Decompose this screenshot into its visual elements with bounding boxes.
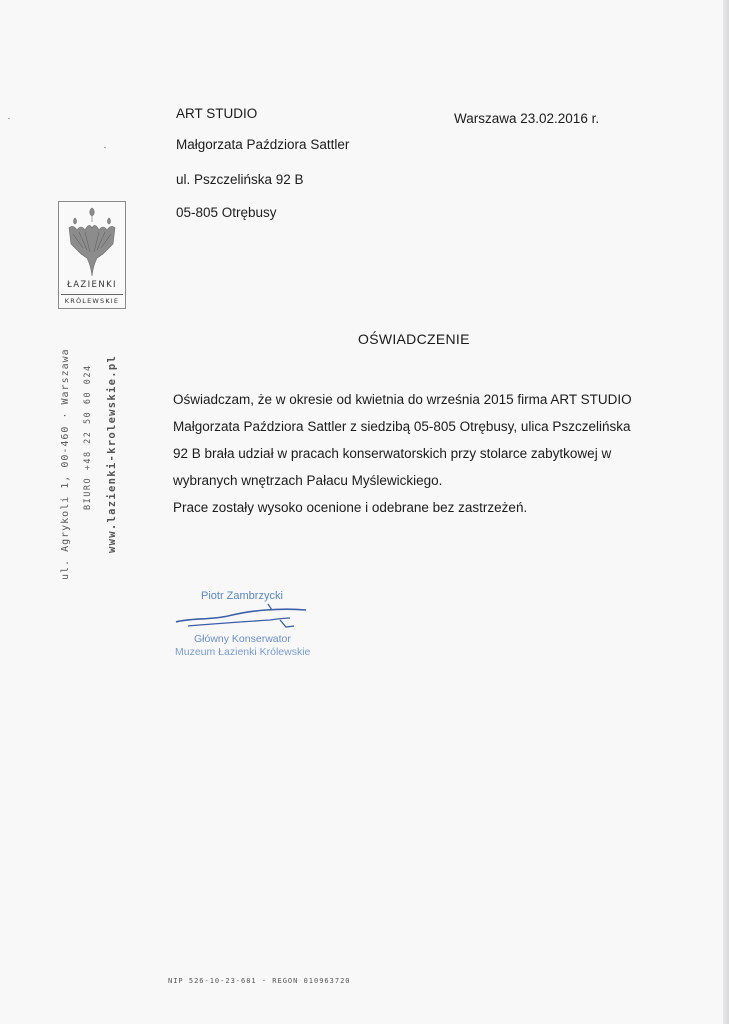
sidebar-address: ul. Agrykoli 1, 00-460 · Warszawa bbox=[60, 348, 71, 580]
scan-speck bbox=[8, 118, 10, 119]
logo-subname: KRÓLEWSKIE bbox=[64, 297, 120, 305]
sidebar-website: www.lazienki-krolewskie.pl bbox=[106, 354, 118, 553]
lazienki-logo bbox=[58, 201, 126, 309]
sidebar-phone: BIURO +48 22 50 60 024 bbox=[83, 364, 93, 510]
signature-institution: Muzeum Łazienki Królewskie bbox=[175, 646, 311, 658]
body-line: 92 B brała udział w pracach konserwatorskich przy stolarce zabytkowej w bbox=[173, 446, 612, 461]
body-line: Oświadczam, że w okresie od kwietnia do września 2015 firma ART STUDIO bbox=[173, 392, 632, 407]
handwritten-signature bbox=[170, 596, 310, 636]
body-line: Małgorzata Paździora Sattler z siedzibą 05-805 Otrębusy, ulica Pszczelińska bbox=[173, 419, 631, 434]
scan-speck bbox=[104, 147, 106, 148]
document-heading: OŚWIADCZENIE bbox=[358, 331, 470, 347]
sender-owner: Małgorzata Paździora Sattler bbox=[176, 137, 350, 152]
sender-company: ART STUDIO bbox=[176, 106, 258, 121]
body-line: wybranych wnętrzach Pałacu Myślewickiego. bbox=[173, 473, 443, 488]
body-line: Prace zostały wysoko ocenione i odebrane bez zastrzeżeń. bbox=[173, 500, 528, 515]
logo-name: ŁAZIENKI bbox=[67, 280, 117, 290]
crown-icon bbox=[63, 204, 121, 278]
footer-registration: NIP 526-10-23-681 · REGON 010963720 bbox=[168, 977, 351, 985]
sender-postal-city: 05-805 Otrębusy bbox=[176, 205, 277, 220]
place-date: Warszawa 23.02.2016 r. bbox=[454, 111, 600, 126]
sender-street: ul. Pszczelińska 92 B bbox=[176, 172, 304, 187]
page-edge bbox=[723, 0, 729, 1024]
signature-name: Piotr Zambrzycki bbox=[201, 590, 283, 602]
signature-title: Główny Konserwator bbox=[194, 633, 291, 645]
logo-divider bbox=[61, 294, 123, 295]
